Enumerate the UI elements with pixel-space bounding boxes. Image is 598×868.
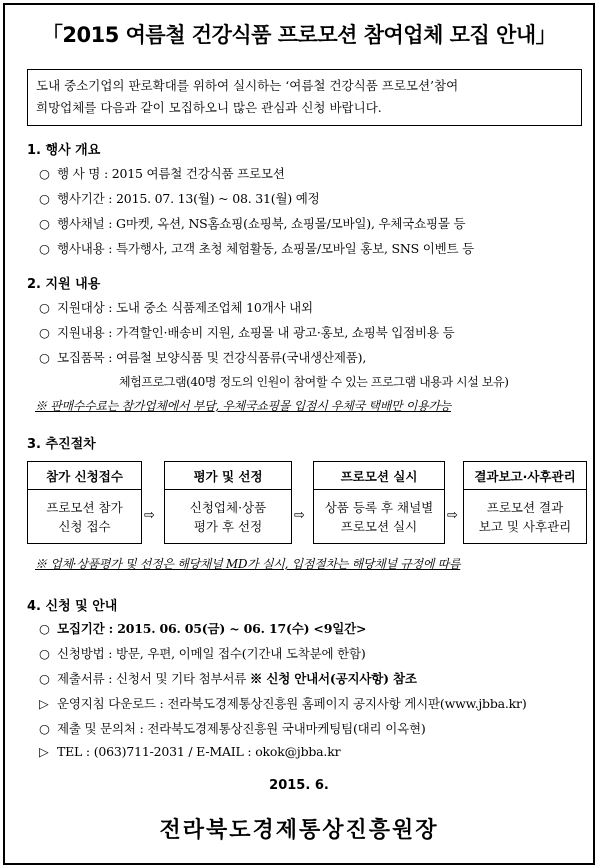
intro-line-1: 도내 중소기업의 판로확대를 위하여 실시하는 ‘여름철 건강식품 프로모션’참여	[36, 78, 459, 93]
circle-bullet-icon: ○	[39, 325, 50, 340]
support-target-line: ○ 지원대상 : 도내 중소 식품제조업체 10개사 내외	[39, 300, 313, 315]
process-step-2-body: 신청업체·상품 평가 후 선정	[164, 490, 292, 544]
process-step-3-body: 상품 등록 후 채널별 프로모션 실시	[313, 490, 445, 544]
docs-reference: ※ 신청 안내서(공지사항) 참조	[249, 671, 417, 686]
intro-line-2: 희망업체를 다음과 같이 모집하오니 많은 관심과 신청 바랍니다.	[36, 100, 382, 115]
section-support: 2. 지원 내용	[27, 277, 101, 292]
section-apply: 4. 신청 및 안내	[27, 599, 118, 614]
section-event-overview: 1. 행사 개요	[27, 143, 101, 158]
intro-box	[27, 69, 582, 126]
process-step-2-head: 평가 및 선정	[164, 461, 292, 490]
event-name-line: ○ 행 사 명 : 2015 여름철 건강식품 프로모션	[39, 166, 285, 181]
process-step-1-body: 프로모션 참가 신청 접수	[27, 490, 142, 544]
triangle-bullet-icon: ▷	[39, 744, 49, 759]
apply-docs-line: ○ 제출서류 : 신청서 및 기타 첨부서류 ※ 신청 안내서(공지사항) 참조	[39, 671, 417, 686]
process-step-4-body: 프로모션 결과 보고 및 사후관리	[463, 490, 587, 544]
issue-date: 2015. 6.	[269, 778, 329, 793]
arrow-right-icon: ⇨	[144, 508, 155, 523]
arrow-right-icon: ⇨	[447, 508, 458, 523]
notice-page	[3, 3, 595, 865]
event-channel-line: ○ 행사채널 : G마켓, 옥션, NS홈쇼핑(쇼핑북, 쇼핑몰/모바일), 우체국쇼핑몰 등	[39, 216, 466, 231]
download-line: ▷ 운영지침 다운로드 : 전라북도경제통상진흥원 홈페이지 공지사항 게시판(www.jbba.kr)	[39, 696, 527, 711]
selection-note: ※ 업체·상품평가 및 선정은 해당채널 MD가 실시, 입점절차는 해당채널 규정에 따름	[35, 557, 461, 571]
circle-bullet-icon: ○	[39, 671, 50, 686]
contact-line: ○ 제출 및 문의처 : 전라북도경제통상진흥원 국내마케팅팀(대리 이옥현)	[39, 721, 426, 736]
support-items-line: ○ 모집품목 : 여름철 보양식품 및 건강식품류(국내생산제품),	[39, 350, 367, 365]
arrow-right-icon: ⇨	[294, 508, 305, 523]
circle-bullet-icon: ○	[39, 721, 50, 736]
event-content-line: ○ 행사내용 : 특가행사, 고객 초청 체험활동, 쇼핑몰/모바일 홍보, SNS 이벤트 등	[39, 241, 475, 256]
tel-email-line: ▷ TEL : (063)711-2031 / E-MAIL : okok@jbba.kr	[39, 744, 341, 759]
process-step-4-head: 결과보고·사후관리	[463, 461, 587, 490]
apply-period-line: ○ 모집기간 : 2015. 06. 05(금) ~ 06. 17(수) <9일간>	[39, 621, 367, 636]
event-period-line: ○ 행사기간 : 2015. 07. 13(월) ~ 08. 31(월) 예정	[39, 191, 320, 206]
circle-bullet-icon: ○	[39, 646, 50, 661]
circle-bullet-icon: ○	[39, 216, 50, 231]
triangle-bullet-icon: ▷	[39, 696, 49, 711]
circle-bullet-icon: ○	[39, 350, 50, 365]
circle-bullet-icon: ○	[39, 300, 50, 315]
circle-bullet-icon: ○	[39, 166, 50, 181]
process-step-1-head: 참가 신청접수	[27, 461, 142, 490]
support-content-line: ○ 지원내용 : 가격할인·배송비 지원, 쇼핑몰 내 광고·홍보, 쇼핑북 입점비용 등	[39, 325, 455, 340]
apply-method-line: ○ 신청방법 : 방문, 우편, 이메일 접수(기간내 도착분에 한함)	[39, 646, 366, 661]
circle-bullet-icon: ○	[39, 191, 50, 206]
fee-note: ※ 판매수수료는 참가업체에서 부담, 우체국쇼핑몰 입점시 우체국 택배만 이용가능	[35, 399, 451, 413]
support-items-continued: 체험프로그램(40명 정도의 인원이 참여할 수 있는 프로그램 내용과 시설 보유)	[119, 375, 509, 389]
page-title: 「2015 여름철 건강식품 프로모션 참여업체 모집 안내」	[41, 23, 557, 47]
issuer-name: 전라북도경제통상진흥원장	[159, 817, 439, 843]
process-step-3-head: 프로모션 실시	[313, 461, 445, 490]
circle-bullet-icon: ○	[39, 241, 50, 256]
circle-bullet-icon: ○	[39, 621, 50, 636]
section-process: 3. 추진절차	[27, 437, 96, 452]
